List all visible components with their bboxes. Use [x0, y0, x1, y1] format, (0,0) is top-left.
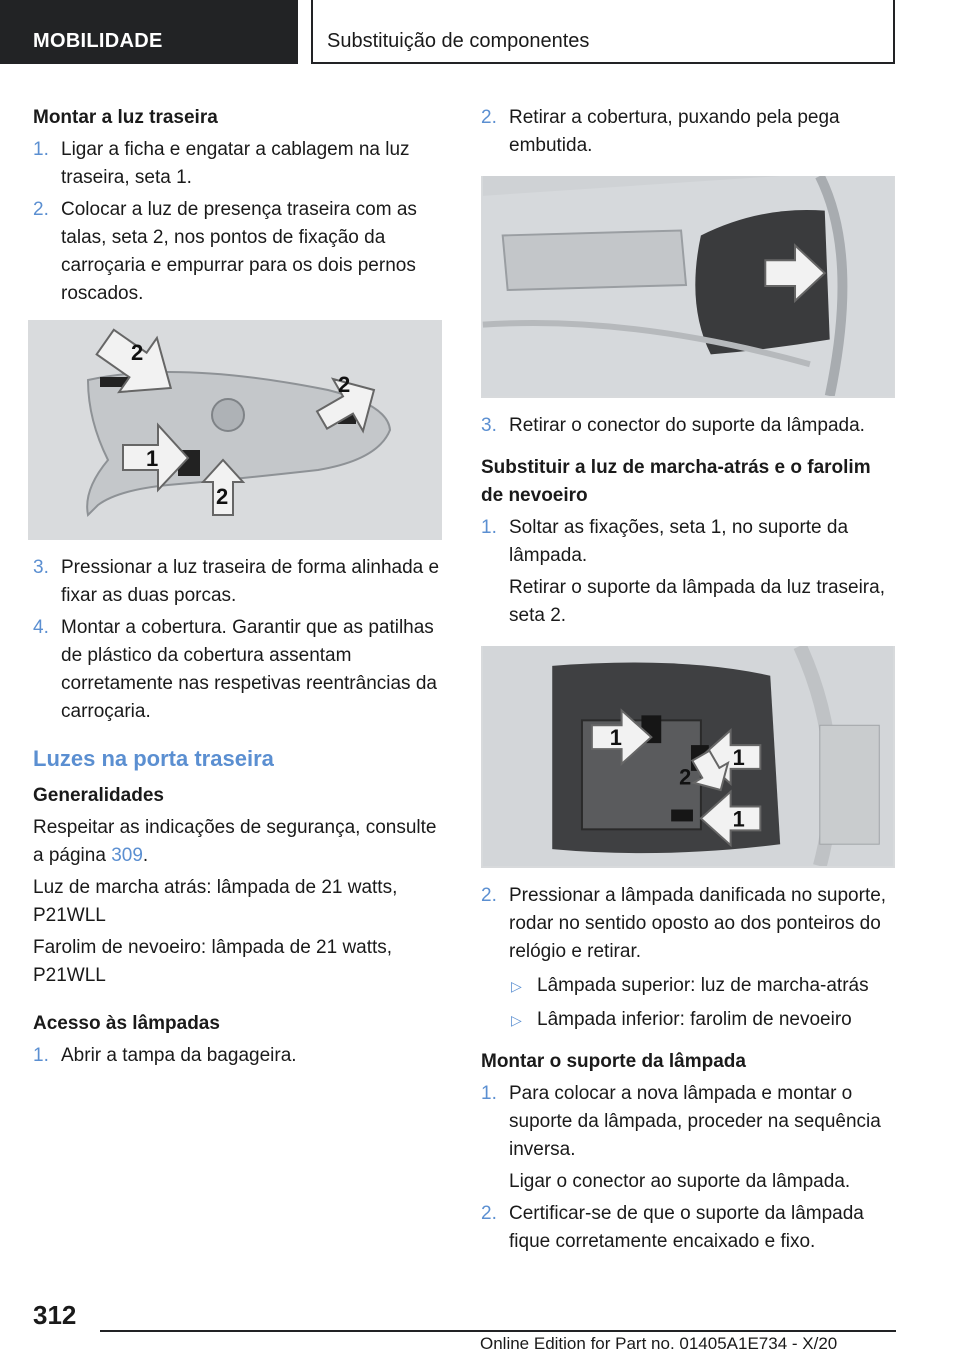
step-number: 2.	[33, 199, 49, 220]
cover-illustration	[481, 176, 895, 396]
arrow-label: 1	[732, 806, 745, 832]
step-number: 1.	[481, 517, 497, 538]
arrow-label: 1	[732, 744, 745, 770]
step-item	[481, 104, 895, 160]
arrow-label: 2	[679, 764, 692, 790]
step-item	[33, 554, 447, 610]
step-item	[33, 136, 447, 192]
tail-light-illustration	[28, 320, 442, 540]
arrow-label: 1	[609, 725, 622, 751]
step-text: Pressionar a lâmpada danificada no suporte, rodar no sentido oposto ao dos ponteiros do relógio e retirar.	[509, 885, 887, 962]
bullet-item	[481, 972, 895, 1000]
step-text: Certificar-se de que o suporte da lâmpada fique corretamente encaixado e fixo.	[509, 1203, 864, 1252]
step-number: 1.	[33, 1045, 49, 1066]
left-column	[33, 104, 447, 1070]
step-text: Pressionar a luz traseira de forma alinhada e fixar as duas porcas.	[61, 557, 440, 606]
step-item	[481, 412, 895, 440]
bullet-text: Lâmpada superior: luz de marcha-atrás	[537, 975, 869, 996]
chapter-tab	[311, 0, 895, 64]
step-continuation: Retirar o suporte da lâmpada da luz traseira, seta 2.	[509, 577, 885, 626]
step-item	[33, 614, 447, 726]
step-item	[33, 196, 447, 308]
step-text: Para colocar a nova lâmpada e montar o suporte da lâmpada, proceder na sequência inversa.	[509, 1083, 881, 1160]
general-text	[33, 814, 447, 870]
right-column	[481, 104, 895, 1256]
page-reference-link[interactable]: 309	[111, 845, 143, 866]
heading-mount-tail-light: Montar a luz traseira	[33, 107, 218, 128]
page-number: 312	[33, 1300, 77, 1330]
step-number: 2.	[481, 1203, 497, 1224]
heading-replace-lights: Substituir a luz de marcha-atrás e o farolim de nevoeiro	[481, 457, 871, 506]
step-item	[481, 1200, 895, 1256]
step-text: Montar a cobertura. Garantir que as patilhas de plástico da cobertura assentam corretamente nas respetivas reentrâncias da carroçaria.	[61, 617, 437, 722]
triangle-bullet-icon: ▷	[511, 978, 522, 994]
step-text: Ligar a ficha e engatar a cablagem na luz traseira, seta 1.	[61, 139, 410, 188]
section-title: MOBILIDADE	[33, 30, 163, 52]
step-number: 2.	[481, 107, 497, 128]
section-heading: Luzes na porta traseira	[33, 746, 274, 771]
figure-tail-light-mounting	[28, 320, 442, 540]
triangle-bullet-icon: ▷	[511, 1012, 522, 1028]
bullet-item	[481, 1006, 895, 1034]
reverse-light-spec: Luz de marcha atrás: lâmpada de 21 watts, P21WLL	[33, 877, 398, 926]
figure-cover-removal	[481, 176, 895, 398]
step-number: 1.	[481, 1083, 497, 1104]
step-item	[481, 882, 895, 1034]
arrow-label: 2	[131, 340, 144, 365]
bulb-holder-illustration	[481, 646, 895, 866]
chapter-title: Substituição de componentes	[327, 30, 590, 52]
step-number: 2.	[481, 885, 497, 906]
step-text: Abrir a tampa da bagageira.	[61, 1045, 297, 1066]
step-continuation: Ligar o conector ao suporte da lâmpada.	[509, 1171, 851, 1192]
heading-access-bulbs: Acesso às lâmpadas	[33, 1013, 220, 1034]
figure-bulb-holder	[481, 646, 895, 868]
general-sentence: Respeitar as indicações de segurança, consulte a página	[33, 817, 437, 866]
footer-divider	[100, 1330, 896, 1332]
arrow-label: 2	[216, 484, 229, 509]
footer-edition: Online Edition for Part no. 01405A1E734 - X/20	[480, 1334, 838, 1353]
step-text: Colocar a luz de presença traseira com as talas, seta 2, nos pontos de fixação da carroçaria e empurrar para os dois pernos roscados.	[61, 199, 417, 304]
step-number: 4.	[33, 617, 49, 638]
fog-light-spec: Farolim de nevoeiro: lâmpada de 21 watts, P21WLL	[33, 937, 393, 986]
arrow-label: 2	[338, 372, 351, 397]
step-number: 1.	[33, 139, 49, 160]
section-tab	[0, 0, 298, 64]
step-number: 3.	[33, 557, 49, 578]
bullet-text: Lâmpada inferior: farolim de nevoeiro	[537, 1009, 852, 1030]
step-number: 3.	[481, 415, 497, 436]
step-item	[481, 514, 895, 630]
general-period: .	[142, 845, 149, 866]
step-text: Retirar o conector do suporte da lâmpada.	[509, 415, 865, 436]
step-item	[33, 1042, 447, 1070]
step-text: Soltar as fixações, seta 1, no suporte da lâmpada.	[509, 517, 849, 566]
step-item	[481, 1080, 895, 1196]
arrow-label: 1	[146, 446, 159, 471]
heading-mount-holder: Montar o suporte da lâmpada	[481, 1051, 746, 1072]
step-text: Retirar a cobertura, puxando pela pega embutida.	[509, 107, 840, 156]
heading-general: Generalidades	[33, 785, 164, 806]
